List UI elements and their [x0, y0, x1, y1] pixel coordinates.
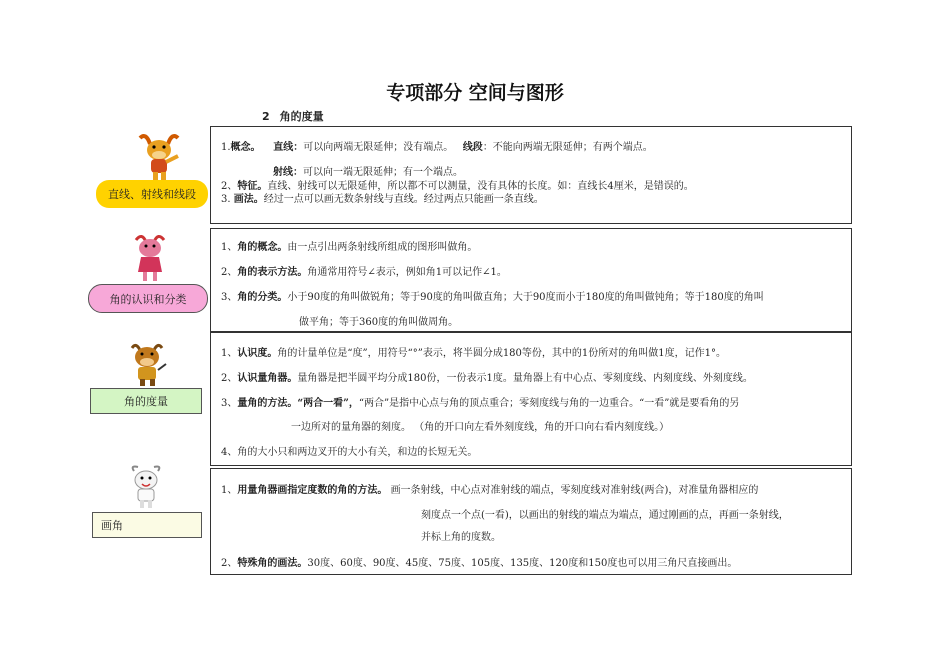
- section-label-lines: [96, 180, 208, 208]
- section-heading: [262, 108, 324, 124]
- line-ray: 射线：可以向一端无限延伸；有一个端点。: [273, 167, 463, 178]
- section-box-draw: [210, 468, 852, 575]
- line-method: 3、量角的方法。“两合一看”，“两合”是指中心点与角的顶点重合；零刻度线与角的一边重合。“一看”就是要看角的另: [221, 398, 740, 409]
- line-special-angles: 2、特殊角的画法。30度、60度、90度、45度、75度、105度、135度、120度和150度也可以用三角尺直接画出。: [221, 558, 738, 569]
- girl-mascot-icon: [130, 232, 170, 284]
- label-text: 直线、射线和线段: [108, 188, 196, 201]
- line-drawing: 3. 画法。经过一点可以画无数条射线与直线。经过两点只能画一条直线。: [221, 194, 544, 205]
- label-text: 角的度量: [124, 395, 168, 408]
- line-protractor: 2、认识量角器。量角器是把半圆平均分成180份，一份表示1度。量角器上有中心点、零刻度线、内刻度线、外刻度线。: [221, 373, 753, 384]
- section-box-lines: [210, 126, 852, 224]
- line-method-cont: 一边所对的量角器的刻度。 （角的开口向左看外刻度线，角的开口向右看内刻度线。）: [291, 422, 670, 433]
- section-label-measure: [90, 388, 202, 414]
- label-text: 角的认识和分类: [109, 292, 187, 306]
- line-feature: 2、特征。直线、射线可以无限延伸，所以都不可以测量，没有具体的长度。如：直线长4厘米，是错误的。: [221, 181, 694, 192]
- line-size-note: 4、角的大小只和两边叉开的大小有关，和边的长短无关。: [221, 447, 478, 458]
- bull-mascot-icon: [132, 130, 186, 186]
- line-angle-types: 3、角的分类。小于90度的角叫做锐角；等于90度的角叫做直角；大于90度而小于180度的角叫做钝角；等于180度的角叫: [221, 292, 764, 303]
- line-draw-method-cont1: 刻度点一个点(一看)，以画出的射线的端点为端点，通过刚画的点，再画一条射线，: [421, 510, 789, 521]
- line-angle-types-cont: 做平角；等于360度的角叫做周角。: [299, 317, 459, 328]
- line-draw-method: 1、用量角器画指定度数的角的方法。 画一条射线，中心点对准射线的端点，零刻度线对准射线(两合)，对准量角器相应的: [221, 485, 759, 496]
- line-draw-method-cont2: 并标上角的度数。: [421, 532, 501, 543]
- section-number: 2: [262, 110, 270, 123]
- label-text: 画角: [101, 519, 123, 532]
- section-box-measure: [210, 332, 852, 466]
- line-concept: 1.概念。 直线：可以向两端无限延伸；没有端点。 线段：不能向两端无限延伸；有两个端点。: [221, 142, 653, 153]
- section-box-classify: [210, 228, 852, 332]
- section-label-draw: [92, 512, 202, 538]
- line-angle-concept: 1、角的概念。由一点引出两条射线所组成的图形叫做角。: [221, 242, 478, 253]
- page-title: 专项部分 空间与图形: [386, 82, 564, 104]
- ox-mascot-icon: [124, 340, 172, 388]
- line-angle-notation: 2、角的表示方法。角通常用符号∠表示，例如角1可以记作∠1。: [221, 267, 507, 278]
- section-label-classify: [88, 284, 208, 313]
- goat-mascot-icon: [124, 465, 170, 511]
- section-title: 角的度量: [279, 110, 324, 123]
- line-degree: 1、认识度。角的计量单位是“度”，用符号“°”表示，将半圆分成180等份，其中的1份所对的角叫做1度，记作1°。: [221, 348, 726, 359]
